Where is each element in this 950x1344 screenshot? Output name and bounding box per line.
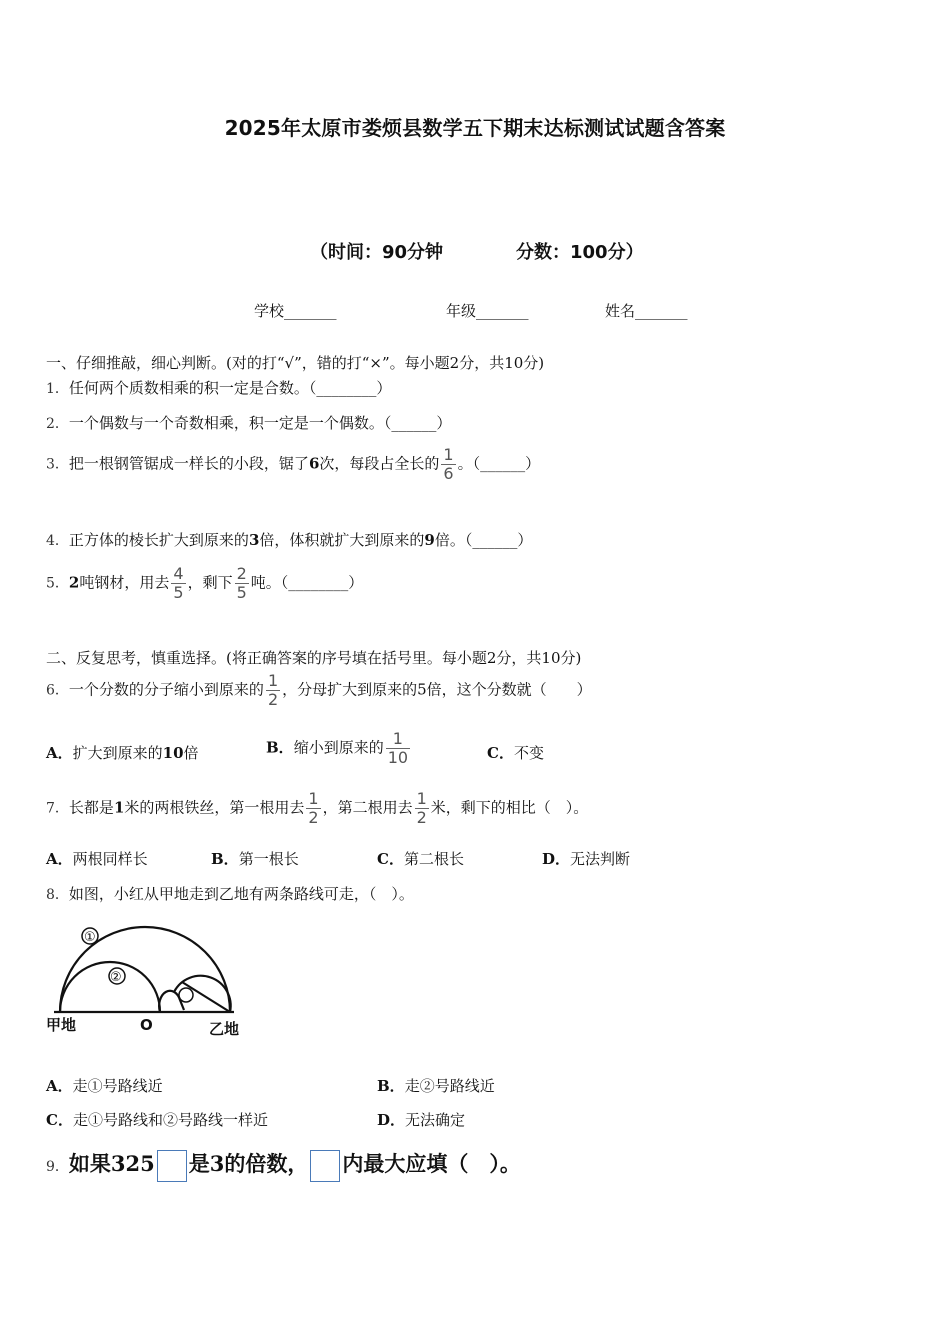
question-number: 8． [46, 887, 69, 903]
q6-option-a[interactable] [46, 742, 199, 763]
fraction [266, 672, 280, 709]
blank-box[interactable] [157, 1150, 187, 1182]
question-text: 。（______） [457, 454, 541, 473]
option-label: A． [46, 744, 73, 762]
name-field: 姓名_______ [605, 302, 688, 320]
question-number: 7． [46, 800, 69, 817]
fraction-numerator: 1 [416, 789, 427, 808]
question-9 [46, 1148, 521, 1182]
question-text: ，剩下 [187, 573, 233, 592]
end-label: 乙地 [209, 1020, 240, 1038]
section1-heading: 一、仔细推敲，细心判断。(对的打“√”，错的打“×”。每小题2分，共10分) [46, 354, 545, 372]
q8-option-a[interactable] [46, 1075, 163, 1096]
fraction-denominator: 5 [173, 583, 184, 602]
question-4 [46, 529, 532, 550]
option-label: B． [377, 1077, 405, 1095]
fraction-numerator: 1 [386, 730, 410, 749]
fraction [441, 446, 455, 483]
question-text: 是3的倍数， [188, 1151, 309, 1176]
q8-option-d[interactable] [377, 1109, 465, 1130]
question-text: 倍。（______） [434, 531, 533, 549]
question-2 [46, 412, 451, 433]
question-number: 4． [46, 533, 69, 549]
question-text: 次，每段占全长的 [319, 454, 440, 473]
option-text: 扩大到原来的 [72, 744, 163, 762]
question-number: 1． [46, 381, 69, 397]
option-label: D． [542, 850, 571, 868]
question-number-value: 1 [113, 798, 125, 817]
option-text: 无法确定 [405, 1111, 466, 1129]
question-8 [46, 883, 414, 904]
question-text: 任何两个质数相乘的积一定是合数。（________） [68, 379, 392, 397]
question-number: 5． [46, 575, 69, 592]
school-field: 学校_______ [254, 302, 337, 320]
exam-time: （时间：90分钟 [310, 242, 444, 263]
q7-option-a[interactable] [46, 848, 148, 869]
option-text: 第二根长 [403, 850, 464, 868]
question-text: 倍，体积就扩大到原来的 [259, 531, 425, 549]
question-5 [46, 565, 363, 602]
fraction [235, 565, 249, 602]
question-1 [46, 377, 391, 398]
fraction-numerator: 1 [267, 671, 279, 690]
question-text: ，第二根用去 [322, 798, 413, 817]
q6-option-c[interactable] [487, 742, 544, 763]
start-label: 甲地 [46, 1016, 77, 1034]
fraction-denominator: 2 [416, 808, 427, 827]
question-text: 一个分数的分子缩小到原来的 [68, 680, 264, 699]
q7-option-d[interactable] [542, 848, 630, 869]
option-text: 两根同样长 [72, 850, 148, 868]
question-text: 把一根钢管锯成一样长的小段，锯了 [68, 454, 309, 473]
option-label: B． [266, 738, 294, 757]
question-6 [46, 672, 592, 709]
option-label: A． [46, 1077, 73, 1095]
question-7 [46, 790, 588, 827]
q6-option-b[interactable] [266, 730, 412, 767]
fraction-denominator: 2 [267, 690, 279, 709]
route-figure [44, 920, 259, 1045]
question-text: 内最大应填（ ）。 [342, 1151, 521, 1176]
grade-field: 年级_______ [446, 302, 529, 320]
route-2-marker-small [179, 988, 193, 1002]
option-text: 无法判断 [570, 850, 631, 868]
question-text: 如果325 [68, 1151, 155, 1176]
section2-heading: 二、反复思考，慎重选择。(将正确答案的序号填在括号里。每小题2分，共10分) [46, 649, 582, 667]
option-label: C． [487, 744, 514, 762]
q8-option-c[interactable] [46, 1109, 268, 1130]
question-number-value: 9 [424, 531, 435, 549]
option-label: C． [377, 850, 404, 868]
exam-score: 分数：100分） [516, 242, 644, 263]
option-text: 缩小到原来的 [293, 738, 384, 757]
fraction-numerator: 1 [443, 445, 454, 464]
question-text: 吨钢材，用去 [79, 573, 170, 592]
route-1-label: ① [84, 930, 96, 945]
blank-box[interactable] [310, 1150, 340, 1182]
question-text: 米，剩下的相比（ ）。 [430, 798, 589, 817]
option-text: 走①号路线近 [72, 1077, 163, 1095]
fraction [415, 790, 429, 827]
question-text: 如图，小红从甲地走到乙地有两条路线可走，（ ）。 [68, 885, 414, 903]
fraction-denominator: 6 [443, 464, 454, 483]
fraction-denominator: 2 [308, 808, 319, 827]
o-label: O [140, 1016, 153, 1034]
page-title: 2025年太原市娄烦县数学五下期末达标测试试题含答案 [224, 116, 726, 140]
route-2-label: ② [110, 970, 122, 985]
question-number-value: 6 [308, 454, 320, 473]
option-label: A． [46, 850, 73, 868]
q8-option-b[interactable] [377, 1075, 495, 1096]
option-text: 第一根长 [238, 850, 299, 868]
question-text: 一个偶数与一个奇数相乘，积一定是一个偶数。（______） [68, 414, 452, 432]
question-number: 3． [46, 456, 69, 473]
question-number: 6． [46, 682, 69, 699]
question-text: 长都是 [68, 798, 114, 817]
option-text: 倍 [183, 744, 199, 762]
option-label: C． [46, 1111, 73, 1129]
question-text: 正方体的棱长扩大到原来的 [68, 531, 249, 549]
question-text: 吨。（________） [250, 573, 364, 592]
option-label: B． [211, 850, 239, 868]
question-text: ，分母扩大到原来的5倍，这个分数就（ ） [282, 680, 592, 699]
fraction-denominator: 10 [387, 748, 409, 767]
fraction [306, 790, 320, 827]
q7-option-c[interactable] [377, 848, 464, 869]
question-3 [46, 446, 540, 483]
fraction-numerator: 2 [236, 564, 247, 583]
q7-option-b[interactable] [211, 848, 299, 869]
question-text: 米的两根铁丝，第一根用去 [124, 798, 305, 817]
question-number: 9． [46, 1159, 69, 1175]
question-number-value: 2 [68, 573, 80, 592]
fraction [171, 565, 185, 602]
option-text: 走②号路线近 [404, 1077, 495, 1095]
question-number: 2． [46, 416, 69, 432]
question-number-value: 3 [248, 531, 260, 549]
route-2-arc-middle [159, 991, 184, 1012]
option-text: 不变 [513, 744, 544, 762]
option-label: D． [377, 1111, 406, 1129]
fraction-numerator: 4 [173, 564, 184, 583]
fraction [386, 730, 410, 767]
fraction-denominator: 5 [236, 583, 247, 602]
option-number: 10 [162, 744, 184, 762]
option-text: 走①号路线和②号路线一样近 [72, 1111, 268, 1129]
fraction-numerator: 1 [308, 789, 319, 808]
